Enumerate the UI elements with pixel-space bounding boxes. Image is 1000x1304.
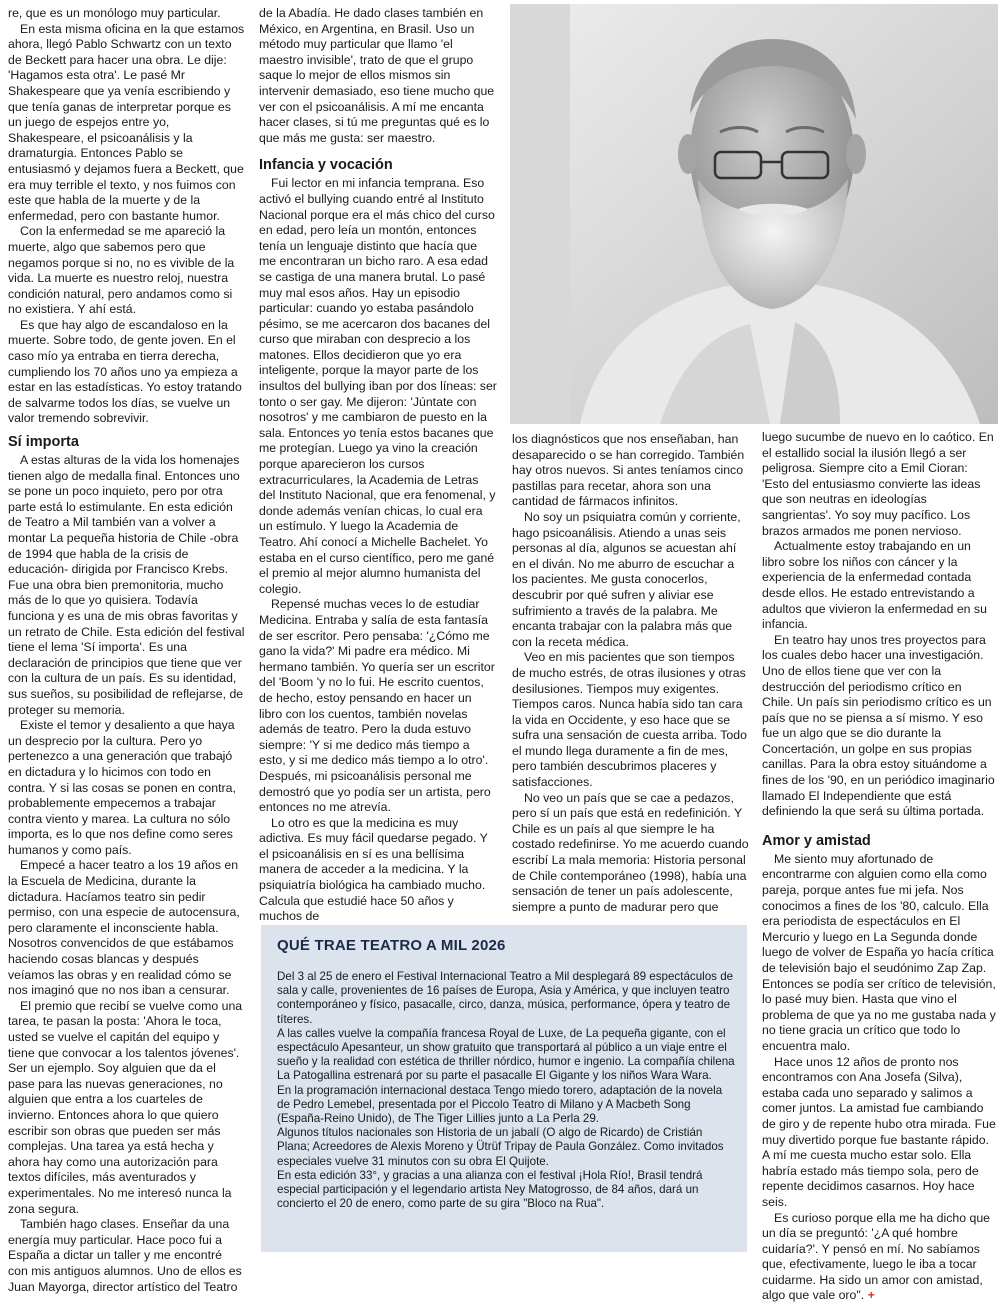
- paragraph: Es que hay algo de escandaloso en la muerte. Sobre todo, de gente joven. En el caso mío ya entraba en tierra derecha, cumpliendo los 70 años uno ya empieza a estar en las estadísticas. Yo estoy tratando de salvarme todos los días, se vuelve un valor tremendo sobrevivir.: [8, 318, 245, 427]
- paragraph: Me siento muy afortunado de encontrarme con alguien como ella como pareja, porque antes fue mi jefa. Nos conocimos a fines de los '80, calculo. Ella era periodista de espectáculos en El Mercurio y luego en La Segunda donde luego de volver de España yo hacía crítica de televisión bajo el seudónimo Zap Zap. Entonces se podía ser crítico de televisión, lo pasé muy bien. Hasta que vino el problema de que ya no me gustaba nada y no tiene gracia un crítico que todo lo encuentra malo.: [762, 852, 996, 1055]
- box-paragraph: En esta edición 33°, y gracias a una alianza con el festival ¡Hola Río!, Brasil tendrá especial participación y el legendario artista Ney Matogrosso, de 84 años, dará un concierto el 20 de enero, como parte de su gira "Bloco na Rua".: [277, 1169, 735, 1212]
- paragraph: Lo otro es que la medicina es muy adictiva. Es muy fácil quedarse pegado. Y el psicoanálisis en sí es una bellísima manera de acceder a la medicina. Y la psiquiatría biológica ha cambiado mucho. Calcula que estudié hace 50 años y muchos de: [259, 816, 497, 925]
- paragraph: No soy un psiquiatra común y corriente, hago psicoanálisis. Atiendo a unas seis personas al día, algunos se acuestan ahí en el diván. No me aburro de escuchar a los pacientes. Me gusta conocerlos, descubrir por qué sufren y aliviar ese sufrimiento a través de la palabra. Me encanta trabajar con la palabra más que con la receta médica.: [512, 510, 749, 650]
- paragraph: El premio que recibí se vuelve como una tarea, te pasan la posta: 'Ahora le toca, usted se vuelve el capitán del equipo y tiene que convocar a los talentos jóvenes'. Ser un ejemplo. Soy alguien que da el pase para las nuevas generaciones, no alguien que entra a los cuarteles de invierno. Entonces ahora lo que quiero escribir son obras que pueden ser más complejas. Una tarea ya está hecha y ahora hay como una autorización para textos difíciles, más aventurados y experimentales. No me interesó nunca la zona segura.: [8, 999, 245, 1217]
- box-paragraph: Del 3 al 25 de enero el Festival Internacional Teatro a Mil desplegará 89 espectáculos de sala y calle, provenientes de 16 países de Europa, Asia y América, y que incluyen teatro contemporáneo y físico, pasacalle, circo, danza, música, performance, ópera y teatro de títeres.: [277, 970, 735, 1027]
- paragraph: Empecé a hacer teatro a los 19 años en la Escuela de Medicina, durante la dictadura. Hacíamos teatro sin pedir permiso, con una especie de autocensura, pero claramente el inconsciente habla. Nosotros convencidos de que estábamos haciendo cosas blancas y después veíamos las obras y en realidad cómo se nos imaginó que no nos iban a censurar.: [8, 858, 245, 998]
- section-heading-infancia-y-vocacion: Infancia y vocación: [259, 156, 497, 174]
- article-column-1: [8, 6, 245, 1295]
- section-heading-amor-y-amistad: Amor y amistad: [762, 832, 996, 850]
- paragraph: [762, 1211, 996, 1304]
- paragraph: A estas alturas de la vida los homenajes tienen algo de medalla final. Entonces uno se pone un poco inquieto, pero por otra parte está lo estimulante. En esta edición de Teatro a Mil también van a volver a montar La pequeña historia de Chile -obra de 1994 que habla de la crisis de educación- dirigida por Francisco Krebs. Fue una obra bien premonitoria, mucho más de lo que yo quisiera. Todavía funciona y es una de mis obras favoritas y un retrato de Chile. Esta edición del festival tiene el lema 'Sí importa'. Es una declaración de principios que tiene que ver con la cultura de un país. Es su identidad, sus sueños, su posibilidad de reflejarse, de proteger su memoria.: [8, 453, 245, 718]
- paragraph: de la Abadía. He dado clases también en México, en Argentina, en Brasil. Uso un método muy particular que llamo 'el maestro invisible', trato de que el grupo saque lo mejor de ellos mismos sin intervenir demasiado, eso tiene mucho que ver con el psicoanálisis. A mí me encanta hacer clases, si tú me preguntas qué es lo que más me gusta: ser maestro.: [259, 6, 497, 146]
- article-column-4: [762, 6, 996, 1304]
- paragraph: No veo un país que se cae a pedazos, pero sí un país que está en redefinición. Y Chile es un país al que siempre le ha costado redefinirse. Yo me acuerdo cuando escribí La mala memoria: Historia personal de Chile contemporáneo (1998), había una sensación de tener un país adolescente, siempre a punto de madurar pero que: [512, 791, 749, 916]
- box-title: QUÉ TRAE TEATRO A MIL 2026: [277, 937, 506, 954]
- paragraph: luego sucumbe de nuevo en lo caótico. En el estallido social la ilusión llegó a ser peligrosa. Siempre cito a Emil Cioran: 'Esto del entusiasmo convierte las ideas que son neutras en ideologías sangrientas'. Yo soy muy pacífico. Los brazos armados me ponen nervioso.: [762, 430, 996, 539]
- paragraph: los diagnósticos que nos enseñaban, han desaparecido o se han corregido. También hay otros nuevos. Si antes teníamos cinco pastillas para recetar, ahora son una cantidad de fármacos infinitos.: [512, 432, 749, 510]
- paragraph: Fui lector en mi infancia temprana. Eso activó el bullying cuando entré al Instituto Nacional porque era el más chico del curso en edad, pero leía un montón, entonces tenía un lenguaje distinto que hacía que me encontraran un bicho raro. A esa edad se castiga de una manera brutal. Lo pasé muy mal esos años. Hay un episodio particular: cuando yo estaba pasándolo pésimo, se me acercaron dos bacanes del curso que miraban con desprecio a los matones. Ellos decidieron que yo era inteligente, porque la mayor parte de los insultos del bullying iban por dos líneas: ser tonto o ser gay. Me dijeron: 'Júntate con nosotros' y me cambiaron de puesto en la sala. Entonces yo tenía estos bacanes que me protegían. Luego ya vino la creación porque aparecieron los cursos extracurriculares, la Academia de Letras del Instituto Nacional, que era fenomenal, y donde además venían chicas, lo cual era un estímulo. Y luego la Academia de Teatro. Ahí conocí a Michelle Bachelet. Yo estaba en el curso científico, pero me gané el premio al mejor alumno humanista del colegio.: [259, 176, 497, 597]
- paragraph: Repensé muchas veces lo de estudiar Medicina. Entraba y salía de esta fantasía de ser escritor. Pero pensaba: '¿Cómo me gano la vida?' Mi padre era médico. Mi hermano también. Yo quería ser un escritor del 'Boom 'y no lo fui. He escrito cuentos, de hecho, estoy pensando en hacer un libro con los cuentos, también novelas además de teatro. Pero la duda estuvo siempre: 'Y si me dedico más tiempo a esto, y si me dedico más tiempo a lo otro'. Después, mi psicoanálisis personal me demostró que yo podía ser un artista, pero entonces no me atrevía.: [259, 597, 497, 815]
- box-paragraph: En la programación internacional destaca Tengo miedo torero, adaptación de la novela de Pedro Lemebel, presentada por el Piccolo Teatro di Milano y A Macbeth Song (España-Reino Unido), de The Tiger Lillies junto a La Perla 29.: [277, 1084, 735, 1127]
- box-paragraph: Algunos títulos nacionales son Historia de un jabalí (O algo de Ricardo) de Cristián Plana; Acreedores de Alexis Moreno y Ütrüf Tripay de Paula González. Como invitados especiales vuelve 31 minutos con su obra El Quijote.: [277, 1126, 735, 1169]
- paragraph: Veo en mis pacientes que son tiempos de mucho estrés, de otras ilusiones y otras desilusiones. Tiempos muy exigentes. Tiempos caros. Nunca había sido tan cara la vida en Occidente, y eso hace que se sufra una sensación de cuesta arriba. Todo el mundo llega duramente a fin de mes, pero también descubrimos placeres y satisfacciones.: [512, 650, 749, 790]
- paragraph: En teatro hay unos tres proyectos para los cuales debo hacer una investigación. Uno de ellos tiene que ver con la destrucción del periodismo crítico en Chile. Un país sin periodismo crítico es un país que no se piensa a sí mismo. Y eso fue un algo que se dio durante la Concertación, un golpe en sus propias canillas. Para la obra estoy situándome a fines de los '90, en un periódico imaginario llamado El Independiente que está definiendo la que será su última portada.: [762, 633, 996, 820]
- section-heading-si-importa: Sí importa: [8, 433, 245, 451]
- article-column-3: [512, 432, 749, 915]
- closing-paragraph-text: Es curioso porque ella me ha dicho que un día se preguntó: '¿A qué hombre cuidaría?'. Y pensó en mí. No sabíamos que, efectivamente, luego le iba a tocar cuidarme. Ha sido un amor con amistad, algo que vale oro".: [762, 1211, 990, 1303]
- paragraph: También hago clases. Enseñar da una energía muy particular. Hace poco fui a España a dictar un taller y me encontré con mis antiguos alumnos. Uno de ellos es Juan Mayorga, director artístico del Teatro: [8, 1217, 245, 1295]
- paragraph: Existe el temor y desaliento a que haya un desprecio por la cultura. Pero yo pertenezco a una generación que trabajó en dictadura y lo hicimos con todo en contra. Y si las cosas se ponen en contra, probablemente empecemos a trabajar contra viento y marea. La cultura no sólo importa, es lo que nos define como seres humanos y como país.: [8, 718, 245, 858]
- paragraph: Actualmente estoy trabajando en un libro sobre los niños con cáncer y la experiencia de la enfermedad contada desde ellos. He estado entrevistando a adultos que vivieron la enfermedad en su infancia.: [762, 539, 996, 633]
- box-body: [277, 970, 735, 1211]
- paragraph: Con la enfermedad se me apareció la muerte, algo que sabemos pero que negamos porque si no, no es vivible de la vida. La muerte es nuestro reloj, nuestra condición natural, pero andamos como si no existiera. Y ahí está.: [8, 224, 245, 318]
- paragraph: re, que es un monólogo muy particular.: [8, 6, 245, 22]
- box-paragraph: A las calles vuelve la compañía francesa Royal de Luxe, de La pequeña gigante, con el espectáculo Apesanteur, un show gratuito que transportará al público a un viaje entre el sueño y la realidad con estética de thriller nórdico, humor e ingenio. La compañía chilena La Patogallina estrenará por su parte el pasacalle El Gigante y los niños Wara Wara.: [277, 1027, 735, 1084]
- paragraph: En esta misma oficina en la que estamos ahora, llegó Pablo Schwartz con un texto de Beckett para hacer una obra. Le dije: 'Hagamos esta otra'. Le pasé Mr Shakespeare que ya venía escribiendo y que tenía ganas de interpretar porque es un juego de espejos entre yo, Shakespeare, el psicoanálisis y la dramaturgia. Entonces Pablo se entusiasmó y dejamos fuera a Beckett, que era muy terrible el texto, y nos fuimos con este que habla de la muerte y de la enfermedad, pero con bastante humor.: [8, 22, 245, 225]
- festival-sidebar-box: [261, 925, 747, 1252]
- article-column-2: [259, 6, 497, 925]
- end-of-article-mark: +: [868, 1288, 875, 1302]
- paragraph: Hace unos 12 años de pronto nos encontramos con Ana Josefa (Silva), estaba cada uno separado y salimos a comer juntos. La amistad fue cambiando de giro y de repente hubo otra mirada. Fue muy divertido porque fue bastante rápido. A mí me cuesta mucho estar solo. Ella habría estado más tiempo sola, pero de repente decidimos casarnos. Hoy hace seis.: [762, 1055, 996, 1211]
